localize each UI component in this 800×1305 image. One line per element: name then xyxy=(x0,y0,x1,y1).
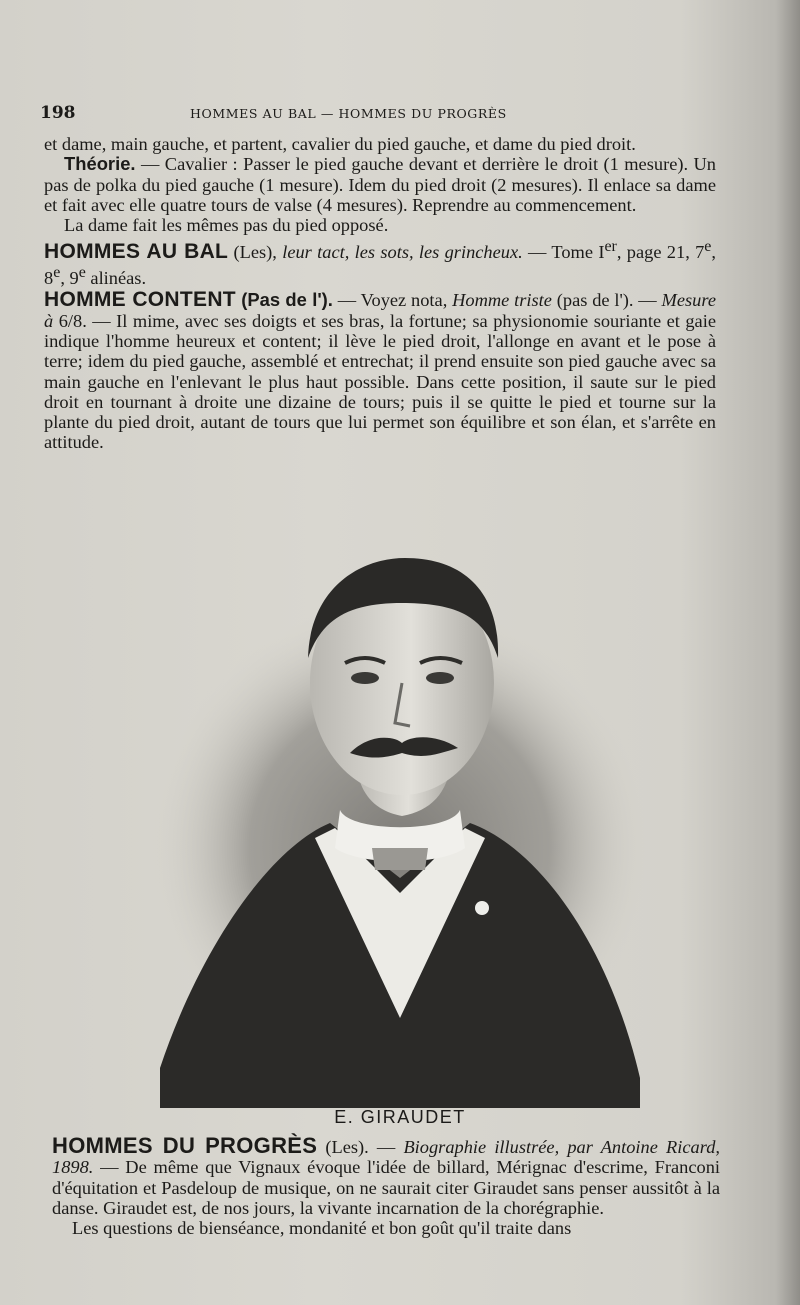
paragraph-last-line: Les questions de bienséance, mondanité et bon goût qu'il traite dans xyxy=(72,1218,572,1239)
entry-text: (pas de l'). — xyxy=(551,290,662,311)
entry-hommes-au-bal xyxy=(44,237,716,288)
right-eye xyxy=(426,672,454,684)
paragraph-continuation: et dame, main gauche, et partent, cavalier du pied gauche, et dame du pied droit. xyxy=(44,134,636,154)
entry-italic: Biographie illustrée, par Antoine Ricard, 1898. xyxy=(52,1137,720,1178)
entry-italic: leur tact, les sots, les grincheux. xyxy=(282,242,523,263)
entry-text: , 8 xyxy=(44,242,717,289)
bow-tie xyxy=(372,848,428,870)
paragraph-theorie xyxy=(44,154,716,215)
entry-homme-content xyxy=(44,290,716,452)
paragraph-dame-note: La dame fait les mêmes pas du pied opposé. xyxy=(64,215,389,236)
entry-italic: Homme triste xyxy=(452,290,552,311)
lapel-flower-icon xyxy=(475,901,489,915)
upper-body-text xyxy=(44,134,716,453)
entry-heading-hommes-au-bal: HOMMES AU BAL xyxy=(44,240,229,264)
entry-italic: Mesure à xyxy=(44,290,716,331)
entry-hommes-du-progres xyxy=(52,1133,720,1218)
lower-body-text xyxy=(52,1133,720,1239)
entry-text: 6/8. — Il mime, avec ses doigts et ses bras, la fortune; sa physionomie souriante et gaie indique l'homme heureux et content; il lève le pied droit, l'allonge en avant et le pose à terre; idem du pied gauche, assemblé et entrechat; il prend ensuite son pied gauche avec sa main gauche en l'enlevant le plus haut possible. Dans cette position, il saute sur le pied droit en tournant à droite une dizaine de tours; puis il se quitte le pied et tourne sur la plante du pied droit, autant de tours que lui permet son équilibre et son élan, et s'arrête en attitude. xyxy=(44,310,716,453)
entry-text: , 9 xyxy=(60,268,79,289)
entry-text: (Les), xyxy=(228,242,283,263)
entry-text: — De même que Vignaux évoque l'idée de billard, Mérignac d'escrime, Franconi d'équitation et Pasdeloup de musique, on ne saurait citer Giraudet sans penser aussitôt à la danse. Giraudet est, de nos jours, la vivante incarnation de la chorégraphie. xyxy=(52,1157,720,1218)
theorie-label: Théorie. xyxy=(64,153,136,175)
superscript: er xyxy=(604,238,617,256)
entry-text: , page 21, 7 xyxy=(616,242,705,263)
entry-text: alinéas. xyxy=(85,268,147,289)
left-eye xyxy=(351,672,379,684)
page-number: 198 xyxy=(40,103,76,123)
entry-heading-homme-content: HOMME CONTENT xyxy=(44,288,236,312)
superscript: e xyxy=(78,263,86,281)
superscript: e xyxy=(53,263,61,281)
entry-heading-hommes-du-progres: HOMMES DU PROGRÈS xyxy=(52,1133,318,1158)
running-title: HOMMES AU BAL — HOMMES DU PROGRÈS xyxy=(190,106,507,121)
portrait-engraving xyxy=(140,548,660,1108)
entry-subheading: (Pas de l'). xyxy=(235,289,333,311)
superscript: e xyxy=(704,238,712,256)
page-header xyxy=(40,103,720,127)
entry-text: (Les). — xyxy=(317,1137,404,1157)
theorie-text: — Cavalier : Passer le pied gauche devant et derrière le droit (1 mesure). Un pas de polka du pied gauche (1 mesure). Idem du pied droit (2 mesures). Il enlace sa dame et fait avec elle quatre tours de valse (4 mesures). Reprendre au commencement. xyxy=(44,154,716,215)
entry-text: — Tome I xyxy=(522,242,605,263)
entry-text: — Voyez nota, xyxy=(332,290,453,311)
portrait-caption: E. GIRAUDET xyxy=(334,1107,466,1127)
